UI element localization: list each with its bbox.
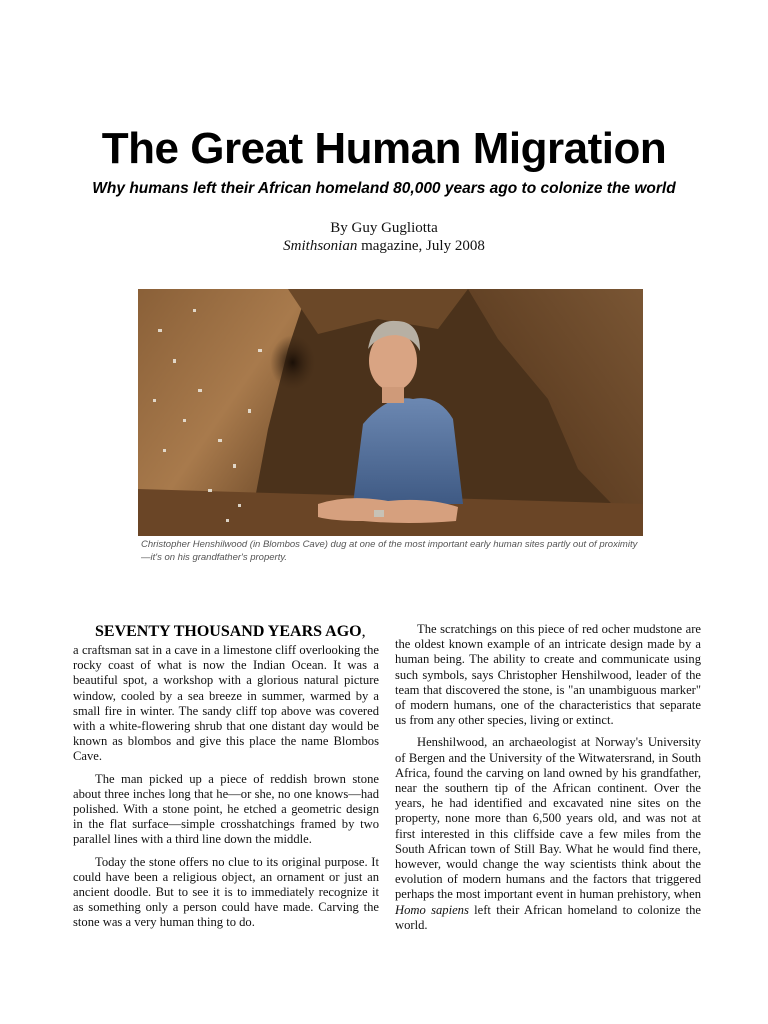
species-name: Homo sapiens xyxy=(395,902,469,917)
paragraph xyxy=(395,735,701,933)
article-subtitle: Why humans left their African homeland 80,000 years ago to colonize the world xyxy=(92,180,676,197)
cave-photo-illustration xyxy=(138,289,643,536)
paragraph: The man picked up a piece of reddish brown stone about three inches long that he—or she, no one knows—had polished. With a stone point, he etched a geometric design in the flat surface—simple crosshatchings framed by two parallel lines with a third line down the middle. xyxy=(73,771,379,847)
author-line: By Guy Gugliotta xyxy=(330,220,438,236)
left-column xyxy=(73,622,379,938)
paragraph-text: left their African homeland to colonize the world. xyxy=(395,902,701,932)
paragraph-text: Henshilwood, an archaeologist at Norway's University of Bergen and the University of the Witwatersrand, in South Africa, found the carving on land owned by his grandfather, near the southern tip of the African continent. Over the years, he had identified and excavated nine sites on the property, none more than 6,500 years old, and was not at first interested in this cliffside cave a few miles from the South African town of Still Bay. What he would find there, however, would change the way scientists think about the evolution of modern humans and the factors that triggered perhaps the most important event in human prehistory, when xyxy=(395,735,701,902)
lead-in xyxy=(95,622,379,642)
publication-line xyxy=(0,237,768,255)
publication-name: Smithsonian xyxy=(283,238,358,254)
lead-caps: SEVENTY THOUSAND YEARS AGO xyxy=(95,623,362,640)
paragraph-text: a craftsman sat in a cave in a limestone cliff overlooking the rocky coast of what is now the Indian Ocean. It was a beautiful spot, a workshop with a glorious natural picture window, cooled by a sea breeze in summer, warmed by a small fire in winter. The sandy cliff top above was covered with a white-flowering shrub that one distant day would be known as blombos and give this place the name Blombos Cave. xyxy=(73,643,379,764)
right-column xyxy=(395,622,701,940)
publication-date: magazine, July 2008 xyxy=(357,238,485,254)
lead-comma: , xyxy=(361,623,366,640)
cave-photo xyxy=(138,289,643,536)
paragraph: The scratchings on this piece of red ocher mudstone are the oldest known example of an intricate design made by a human being. The ability to create and communicate using such symbols, says Christopher Henshilwood, leader of the team that discovered the stone, is "an unambiguous marker" of modern humans, one of the characteristics that separate us from any other species, living or extinct. xyxy=(395,622,701,728)
paragraph: Today the stone offers no clue to its original purpose. It could have been a religious object, an ornament or just an ancient doodle. But to see it is to immediately recognize it as something only a person could have made. Carving the stone was a very human thing to do. xyxy=(73,854,379,930)
byline xyxy=(0,219,768,255)
paragraph xyxy=(73,622,379,765)
article-title: The Great Human Migration xyxy=(101,124,667,173)
photo-caption: Christopher Henshilwood (in Blombos Cave) dug at one of the most important early human sites partly out of proximity—it's on his grandfather's property. xyxy=(141,539,638,563)
